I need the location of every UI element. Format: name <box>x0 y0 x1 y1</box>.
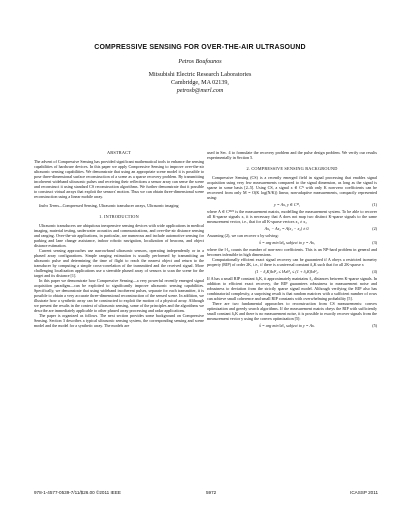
cs-paragraph-3: Assuming (2), we can recover x by solving: <box>207 233 279 238</box>
equation-2-number: (2) <box>372 226 377 231</box>
intro-paragraph-continued: used in Sec. 4 to formulate the recovery problem and the pulse design problem. We verify our results experimentally in Section 5. <box>207 150 377 160</box>
equation-2-body: Ax₁ − Ax₂ = A(x₁ − x₂) ≠ 0. <box>264 226 310 231</box>
equation-3-body: x̂ = arg min ‖x‖₀ subject to y = Ax, <box>259 240 315 245</box>
cs-paragraph-5: Computationally efficient exact signal recovery can be guaranteed if A obeys a restricted isometry property (RIP) of order 2K, i.e., if there is a universal constant δ₂K such that for all 2K-sparse x <box>207 257 377 267</box>
abstract-heading: ABSTRACT <box>106 150 132 155</box>
equation-4-body: (1 − δ₂K)‖x‖²₂ ≤ ‖Ax‖²₂ ≤ (1 + δ₂K)‖x‖²₂. <box>255 269 319 274</box>
equation-1 <box>207 202 377 207</box>
abstract-text: The advent of Compressive Sensing has provided significant mathematical tools to enhance the sensing capabilities of hardware devices. In this paper we apply Compressive Sensing to improve over-the-air ultrasonic sensing capabilities. We demonstrate that using an appropriate scene model it is possible to pose three-dimensional surface reconstruction of a scene as a sparse recovery problem. By transmitting incoherent wideband ultrasonic pulses and receiving their reflections a sensor array can sense the scene and reconstruct it using standard CS reconstruction algorithms. We further demonstrate that it possible to construct virtual arrays that exploit the sensors' motion. Thus we can obtain three-dimensional scene reconstruction using a linear mobile array. <box>34 159 204 199</box>
equation-4-number: (4) <box>372 269 377 274</box>
footer-page-number: 5972 <box>206 490 217 495</box>
equation-3 <box>207 240 377 245</box>
equation-3-number: (3) <box>372 240 377 245</box>
affiliation-line: Mitsubishi Electric Research Laboratories <box>148 72 252 78</box>
intro-paragraph-3: In this paper we demonstrate how Compressive Sensing—a very powerful recently emerged signal acquisition paradigm—can be exploited to significantly improve ultrasonic sensing capabilities. Specifically, we demonstrate that using wideband incoherent pulses, separate for each transmitter, it is possible to obtain a very accurate three-dimensional reconstruction of the sensed scene. In addition, we illustrate how a synthetic array can be constructed to exploit the motion of a physical array. Although we present the results in the context of ultrasonic sensing, some of the principles and the algorithms we describe are immediately applicable to other phased array processing and radar applications. <box>34 278 204 313</box>
equation-1-body: y = Ax, y ∈ Cᴹ, <box>274 202 300 207</box>
equation-1-number: (1) <box>372 202 377 207</box>
right-column <box>207 150 377 330</box>
affiliation-block <box>0 72 400 95</box>
equation-4 <box>207 269 377 274</box>
cs-paragraph-4: where the ‖·‖₀ counts the number of non-zero coefficients. This is an NP-hard problem in general and becomes infeasible in high dimensions. <box>207 247 377 257</box>
cs-paragraph-7: There are two fundamental approaches to reconstruction from CS measurements: convex optimization and greedy search algorithms. If the measurement matrix obeys the RIP with sufficiently small constant δ₂K and there is no measurement noise, it is possible to exactly recover signals from the measurement vector y using the convex optimization [5]: <box>207 301 377 321</box>
equation-2 <box>207 226 377 231</box>
equation-5-body: x̂ = arg min ‖x‖₁ subject to y = Ax. <box>259 323 315 328</box>
section-2-heading: 2. COMPRESSIVE SENSING BACKGROUND <box>246 166 338 171</box>
index-terms-label: Index Terms— <box>39 203 63 208</box>
footer-conference: ICASSP 2011 <box>350 490 378 495</box>
left-column <box>34 150 204 328</box>
intro-paragraph-4: The paper is organized as follows. The next section provides some background on Compressive Sensing. Section 3 describes a typical ultrasonic sensing system, the corresponding sensing and scene model and the model for a synthetic array. The models are <box>34 313 204 328</box>
author-email: petrosb@merl.com <box>176 87 224 94</box>
author-name: Petros Boufounos <box>178 59 222 65</box>
footer-copyright: 978-1-4577-0539-7/11/$26.00 ©2011 IEEE <box>34 490 121 495</box>
equation-5 <box>207 323 377 328</box>
cs-paragraph-1: Compressive Sensing (CS) is a recently emerged field in signal processing that enables signal acquisition using very few measurements compared to the signal dimension, as long as the signal is sparse in some basis [2–5]. Using CS, a signal x ∈ Cᴺ with only K non-zero coefficients can be recovered from only M = O(K log(N/K)) linear, non-adaptive measurements, compactly represented using: <box>207 175 377 200</box>
intro-paragraph-2: Current sensing approaches use narrowband ultrasonic sensors, operating independently or in a phased array configurations. Simple ranging estimation is usually performed by transmitting an ultrasonic pulse and determining the time of flight to reach the nearest object and return to the transducer by computing a simple cross-correlation of the transmitted and the received signal. More challenging localization applications use a steerable phased array of sensors to scan the scene for the target and its distance [1]. <box>34 248 204 278</box>
equation-5-number: (5) <box>372 323 377 328</box>
cs-paragraph-2: where A ∈ Cᴹˣᴺ is the measurement matrix, modelling the measurement system. To be able to recover all K-sparse signals x, it is necessary that A does not map two distinct K-sparse signals to the same measurement vector, i.e., that for all K-sparse vectors x₁ ≠ x₂ <box>207 209 377 224</box>
index-terms <box>34 203 204 208</box>
cs-paragraph-6: If A has a small RIP constant δ₂K, it approximately maintains ℓ₂ distances between K-sparse signals. In addition to efficient exact recovery, the RIP guarantees robustness to measurement noise and robustness to deviation from the strictly sparse signal model. Although verifying the RIP also has combinatorial complexity, a surprising result is that random matrices with a sufficient number of rows can achieve small coherence and small RIP constants with overwhelming probability [5]. <box>207 276 377 301</box>
section-1-heading: 1. INTRODUCTION <box>99 214 139 219</box>
intro-paragraph-1: Ultrasonic transducers are ubiquitous inexpensive sensing devices with wide applications in medical imaging, material testing, underwater acoustics and communications, and over-the-air distance sensing and ranging. Over-the-air applications, in particular, are numerous and include automotive sensing for parking and lane change assistance, indoor robotic navigation, localization of beacons, and object distance estimation. <box>34 223 204 248</box>
paper-title: COMPRESSIVE SENSING FOR OVER-THE-AIR ULTRASOUND <box>94 44 306 51</box>
index-terms-text: Compressed Sensing, Ultrasonic transducer arrays, Ultrasonic imaging <box>62 203 179 208</box>
affiliation-line: Cambridge, MA 02139, <box>171 79 229 86</box>
